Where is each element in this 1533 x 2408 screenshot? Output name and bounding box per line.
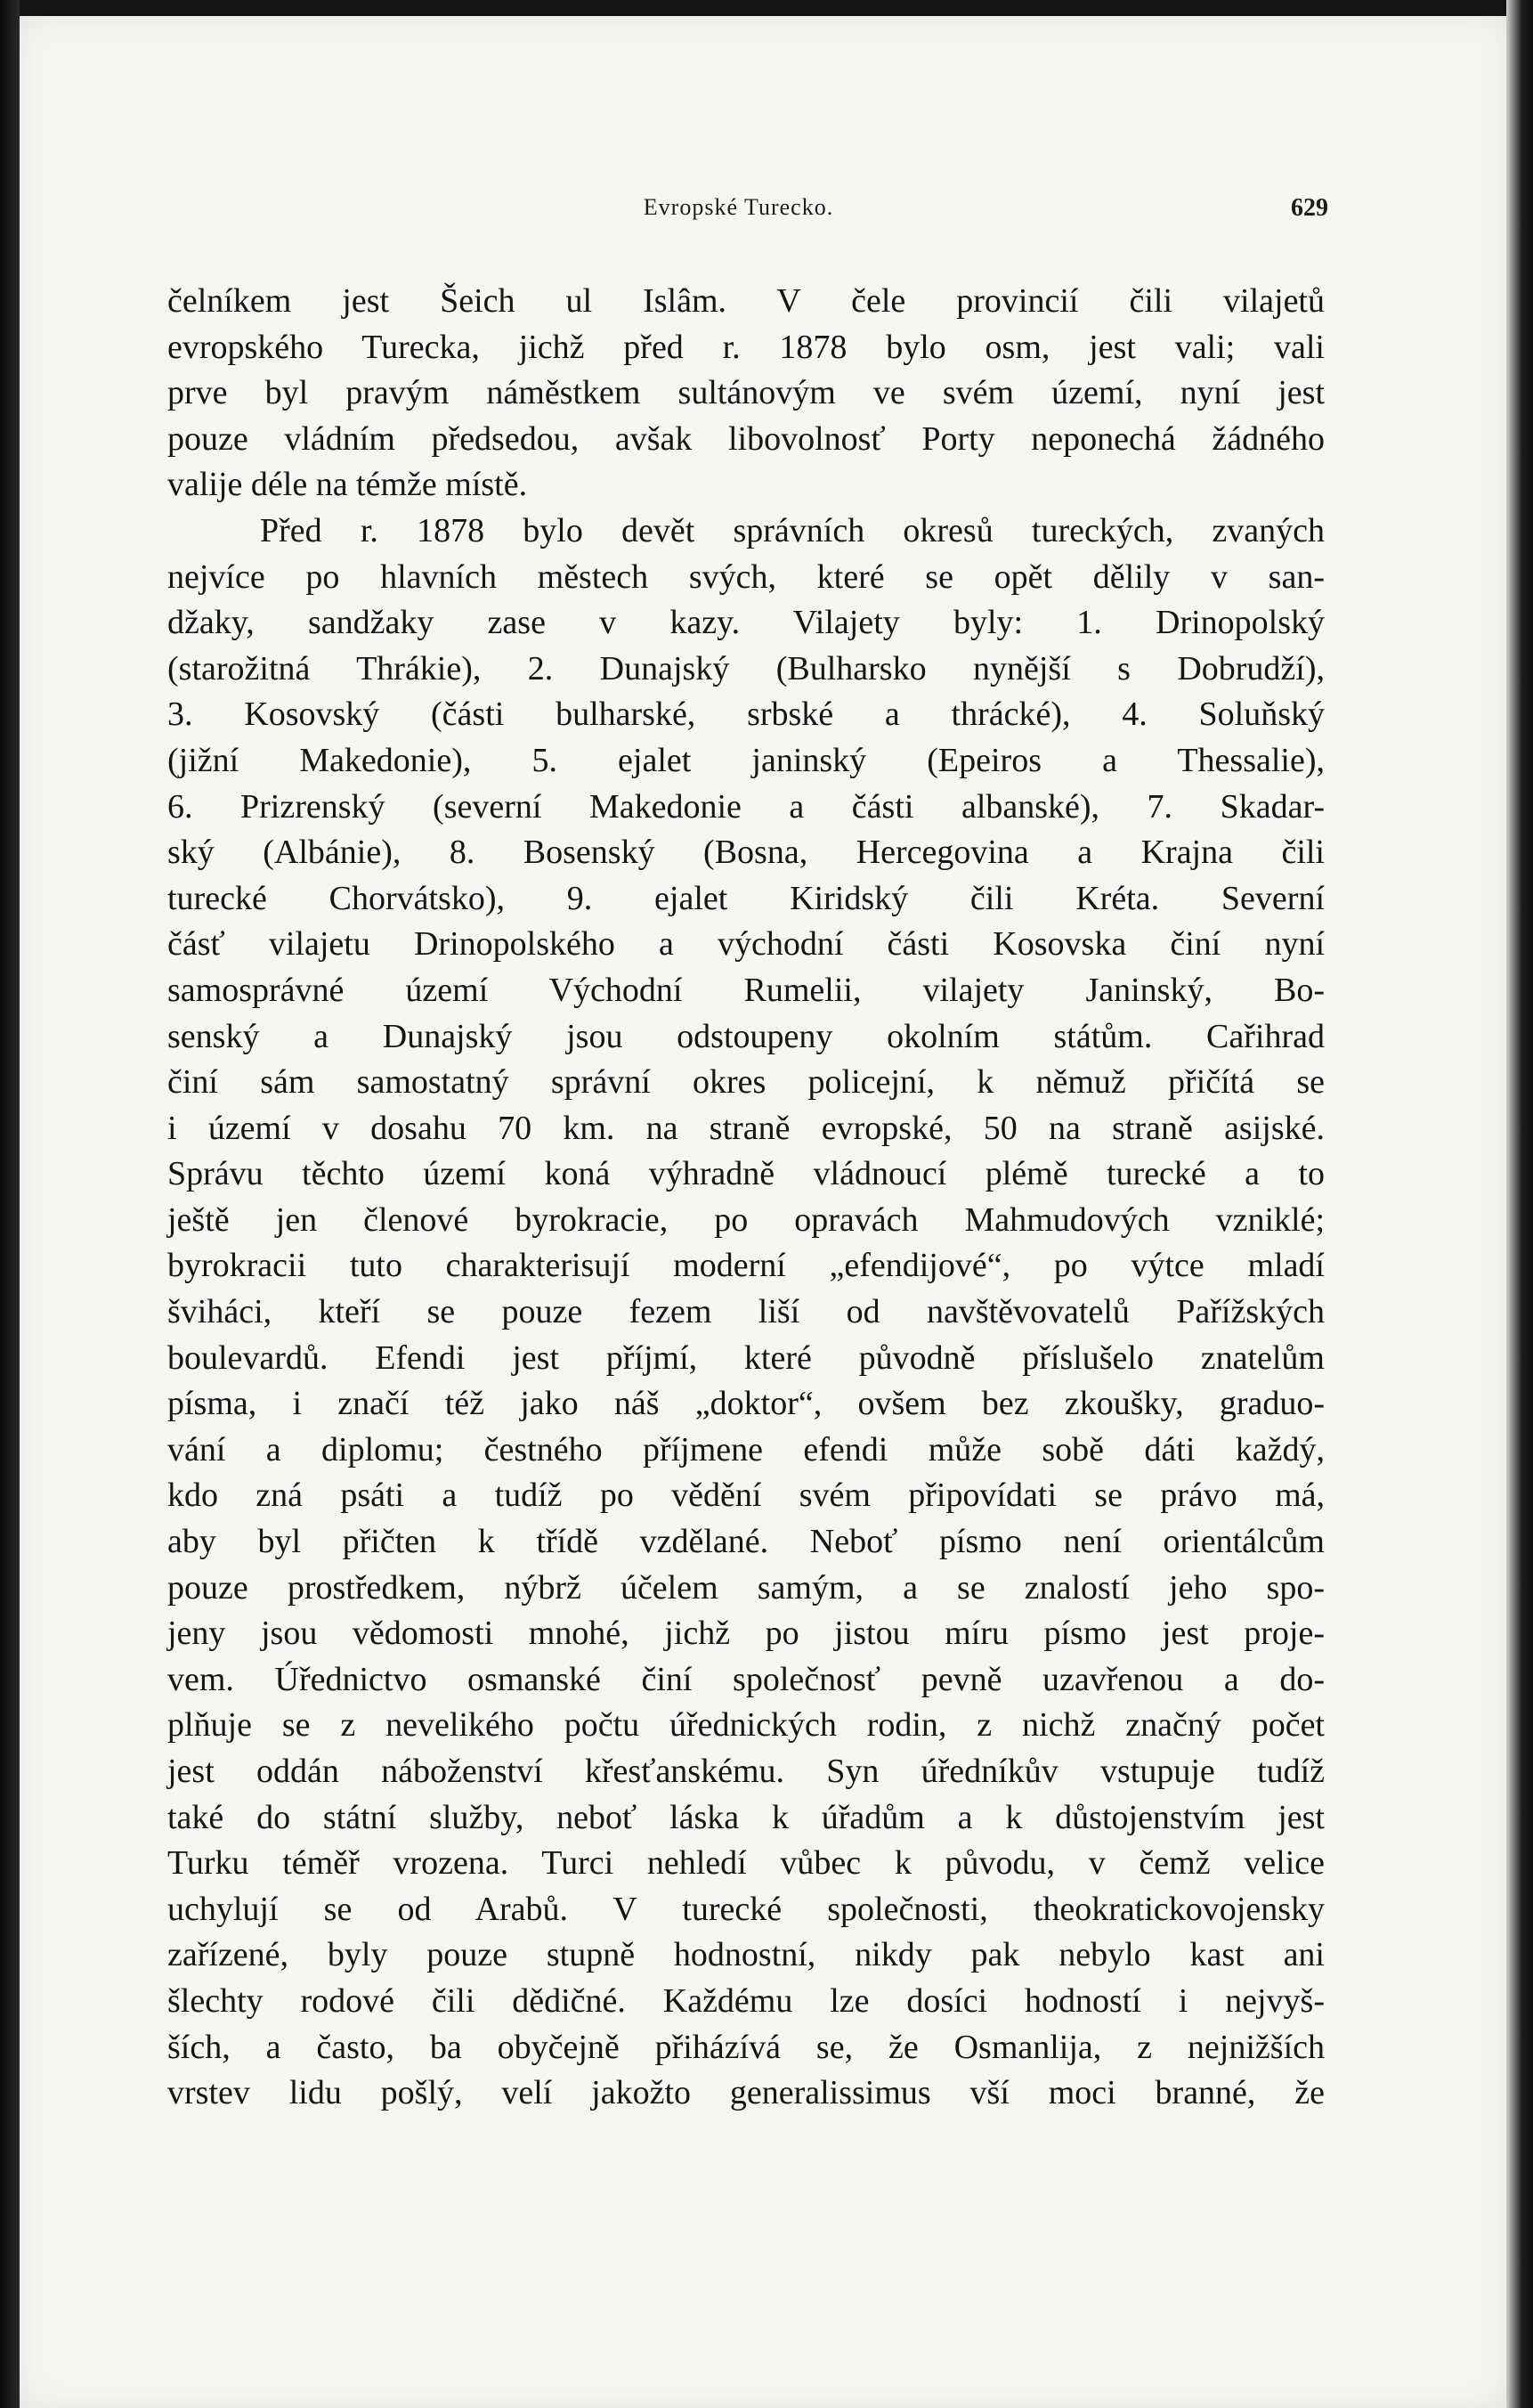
body-text: [167, 279, 1325, 2117]
text-line: uchylují se od Arabů. V turecké společnosti, theokratickovojensky: [167, 1890, 1325, 1928]
text-line: valije déle na témže místě.: [167, 466, 528, 504]
text-line: džaky, sandžaky zase v kazy. Vilajety byly: 1. Drinopolský: [167, 604, 1325, 642]
page-number: 629: [1291, 194, 1328, 222]
text-line: jest oddán náboženství křesťanskému. Syn úředníkův vstupuje tudíž: [167, 1753, 1325, 1790]
text-line: nejvíce po hlavních městech svých, které se opět dělily v san-: [167, 557, 1325, 596]
text-line: samosprávné území Východní Rumelii, vilajety Janinský, Bo-: [167, 971, 1325, 1009]
text-line: boulevardů. Efendi jest příjmí, které původně příslušelo znatelům: [167, 1338, 1325, 1377]
text-line: (jižní Makedonie), 5. ejalet janinský (Epeiros a Thessalie),: [167, 741, 1325, 779]
text-line: činí sám samostatný správní okres policejní, k němuž přičítá se: [167, 1063, 1325, 1102]
book-page: [20, 16, 1506, 2408]
text-line: písma, i značí též jako náš „doktor“, ovšem bez zkoušky, graduo-: [167, 1385, 1325, 1423]
text-line: 6. Prizrenský (severní Makedonie a části albanské), 7. Skadar-: [167, 787, 1325, 826]
text-line: Před r. 1878 bylo devět správních okresů tureckých, zvaných: [260, 511, 1325, 549]
text-line: byrokracii tuto charakterisují moderní „efendijové“, po výtce mladí: [167, 1247, 1325, 1285]
text-line: ších, a často, ba obyčejně přiházívá se, že Osmanlija, z nejnižších: [167, 2028, 1325, 2066]
page-header: [149, 194, 1328, 230]
text-line: senský a Dunajský jsou odstoupeny okolním státům. Cařihrad: [167, 1017, 1325, 1055]
scan-left-edge: [0, 0, 20, 2408]
text-line: čelníkem jest Šeich ul Islâm. V čele provincií čili vilajetů: [167, 282, 1325, 320]
text-line: ještě jen členové byrokracie, po opravách Mahmudových vzniklé;: [167, 1200, 1325, 1239]
text-line: plňuje se z nevelikého počtu úřednických rodin, z nichž značný počet: [167, 1706, 1325, 1745]
text-line: také do státní služby, neboť láska k úřadům a k důstojenstvím jest: [167, 1798, 1325, 1836]
scan-right-edge: [1506, 0, 1533, 2408]
text-line: jeny jsou vědomosti mnohé, jichž po jistou míru písmo jest proje-: [167, 1615, 1325, 1653]
text-line: vem. Úřednictvo osmanské činí společnosť pevně uzavřenou a do-: [167, 1660, 1325, 1698]
text-line: turecké Chorvátsko), 9. ejalet Kiridský čili Kréta. Severní: [167, 879, 1325, 917]
text-line: zařízené, byly pouze stupně hodnostní, nikdy pak nebylo kast ani: [167, 1936, 1325, 1974]
running-title: Evropské Turecko.: [643, 194, 834, 220]
text-line: evropského Turecka, jichž před r. 1878 bylo osm, jest vali; vali: [167, 328, 1325, 366]
text-line: vrstev lidu pošlý, velí jakožto generalissimus vší moci branné, že: [167, 2074, 1325, 2112]
text-line: pouze vládním předsedou, avšak libovolnosť Porty neponechá žádného: [167, 419, 1325, 458]
text-line: kdo zná psáti a tudíž po vědění svém připovídati se právo má,: [167, 1477, 1325, 1515]
text-line: 3. Kosovský (části bulharské, srbské a thrácké), 4. Soluňský: [167, 696, 1325, 734]
text-line: prve byl pravým náměstkem sultánovým ve svém území, nyní jest: [167, 374, 1325, 412]
text-line: i území v dosahu 70 km. na straně evropské, 50 na straně asijské.: [167, 1109, 1325, 1147]
text-line: Správu těchto území koná výhradně vládnoucí plémě turecké a to: [167, 1155, 1325, 1193]
text-line: Turku téměř vrozena. Turci nehledí vůbec k původu, v čemž velice: [167, 1844, 1325, 1883]
text-line: aby byl přičten k třídě vzdělané. Neboť písmo není orientálcům: [167, 1523, 1325, 1561]
text-line: pouze prostředkem, nýbrž účelem samým, a se znalostí jeho spo-: [167, 1568, 1325, 1607]
text-line: šviháci, kteří se pouze fezem liší od navštěvovatelů Pařížských: [167, 1293, 1325, 1331]
text-line: ský (Albánie), 8. Bosenský (Bosna, Hercegovina a Krajna čili: [167, 834, 1325, 872]
text-line: čásť vilajetu Drinopolského a východní části Kosovska činí nyní: [167, 925, 1325, 964]
text-line: šlechty rodové čili dědičné. Každému lze dosíci hodností i nejvyš-: [167, 1981, 1325, 2020]
text-line: (starožitná Thrákie), 2. Dunajský (Bulharsko nynější s Dobrudží),: [167, 649, 1325, 687]
text-line: vání a diplomu; čestného příjmene efendi může sobě dáti každý,: [167, 1430, 1325, 1468]
